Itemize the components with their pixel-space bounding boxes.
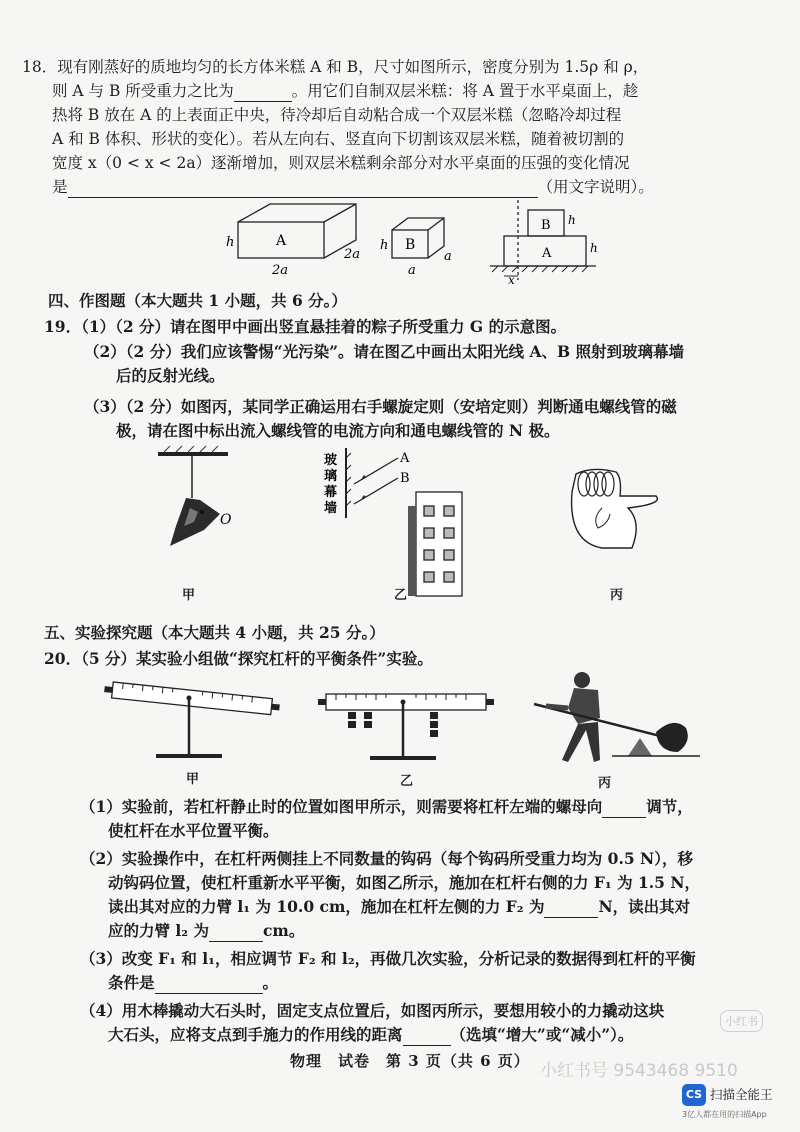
answer-blank-distance[interactable] xyxy=(403,1029,451,1046)
prying-rock-figure xyxy=(528,668,708,778)
camscanner-name: 扫描全能王 xyxy=(710,1087,773,1102)
q20-s4-line-2 xyxy=(108,1024,633,1046)
answer-blank-balance-condition[interactable] xyxy=(155,977,263,994)
q19-part-1: 19．（1）（2 分）请在图甲中画出竖直悬挂着的粽子所受重力 G 的示意图。 xyxy=(44,317,567,336)
block-a-label: A xyxy=(276,233,287,249)
block-b-h-label: h xyxy=(380,238,389,253)
q18-line-5: 宽度 x（0 < x < 2a）逐渐增加，则双层米糕剩余部分对水平桌面的压强的变化情况 xyxy=(52,154,630,172)
lever-yi-figure xyxy=(318,686,498,776)
q20-fig-bing-caption: 丙 xyxy=(598,776,612,791)
block-b-label: B xyxy=(405,237,416,253)
xiaohongshu-watermark: 小红书号 9543468 9510 xyxy=(540,1061,738,1081)
q20-s2-text-f: cm。 xyxy=(262,921,305,940)
fig-jia-caption: 甲 xyxy=(182,588,196,603)
block-a-side-label: 2a xyxy=(344,247,361,262)
q20-s2-line-3 xyxy=(108,896,690,918)
q19-part-3-line-1: （3）（2 分）如图丙，某同学正确运用右手螺旋定则（安培定则）判断通电螺线管的磁 xyxy=(84,397,677,416)
right-hook-weights xyxy=(430,712,438,737)
stack-b-label: B xyxy=(541,218,551,233)
q20-s2-text-d: N，读出其对 xyxy=(598,897,691,916)
q18-line-4: A 和 B 体积、形状的变化）。若从左向右、竖直向下切割该双层米糕，随着被切割的 xyxy=(52,130,625,148)
answer-blank-f2[interactable] xyxy=(544,901,598,918)
q20-s3-text-c: 。 xyxy=(262,973,279,992)
q20-title: 20．（5 分）某实验小组做“探究杠杆的平衡条件”实验。 xyxy=(44,649,433,668)
q20-s1-line-2: 使杠杆在水平位置平衡。 xyxy=(108,821,279,840)
xiaohongshu-watermark-tag: 小红书 xyxy=(720,1010,763,1032)
q20-s1-line-1 xyxy=(80,796,693,818)
q20-s2-text-c: 读出其对应的力臂 l₁ 为 10.0 cm，施加在杠杆左侧的力 F₂ 为 xyxy=(108,897,545,916)
block-b-side-label: a xyxy=(444,249,452,264)
fig-bing-caption: 丙 xyxy=(610,588,624,603)
q20-s1-text-a: （1）实验前，若杠杆静止时的位置如图甲所示，则需要将杠杆左端的螺母向 xyxy=(80,797,603,816)
x-label: x xyxy=(508,273,515,287)
q20-s2-text-e: 应的力臂 l₂ 为 xyxy=(108,921,209,940)
q20-fig-yi-caption: 乙 xyxy=(400,774,414,789)
lever-jia-figure xyxy=(104,680,284,770)
camscanner-badge xyxy=(682,1084,790,1122)
camscanner-tagline: 3亿人都在用的扫描App xyxy=(682,1110,767,1119)
q20-s4-line-1: （4）用木棒撬动大石头时，固定支点位置后，如图丙所示，要想用较小的力撬动这块 xyxy=(80,1001,665,1020)
q20-s3-line-1: （3）改变 F₁ 和 l₁，相应调节 F₂ 和 l₂，再做几次实验，分析记录的数据得到杠杆的平衡 xyxy=(80,949,696,968)
q19-part-2-line-2: 后的反射光线。 xyxy=(116,366,225,385)
q18-line-1: 18．现有刚蒸好的质地均匀的长方体米糕 A 和 B，尺寸如图所示，密度分别为 1.5ρ 和 ρ， xyxy=(22,58,649,76)
block-a-bottom-label: 2a xyxy=(272,263,289,278)
camscanner-logo-icon: CS xyxy=(682,1084,706,1106)
block-b-3d xyxy=(392,218,444,258)
answer-blank-weight-ratio[interactable] xyxy=(234,85,292,102)
q18-line-3: 热将 B 放在 A 的上表面正中央，待冷却后自动粘合成一个双层米糕（忽略冷却过程 xyxy=(52,106,622,124)
stack-a-label: A xyxy=(542,246,552,261)
q18-line-2-text-a: 则 A 与 B 所受重力之比为 xyxy=(52,82,234,100)
q19-part-2-line-1: （2）（2 分）我们应该警惕“光污染”。请在图乙中画出太阳光线 A、B 照射到玻璃幕墙 xyxy=(84,342,684,361)
section-5-heading xyxy=(44,622,385,644)
q20-s2-line-4 xyxy=(108,920,304,942)
page-footer: 物理 试卷 第 3 页（共 6 页） xyxy=(290,1052,530,1070)
q20-fig-jia-caption: 甲 xyxy=(186,772,200,787)
q18-figure xyxy=(0,196,800,286)
ray-b-label: B xyxy=(400,471,410,486)
q18-line-2-text-b: 。用它们自制双层米糕：将 A 置于水平桌面上，趁 xyxy=(291,82,639,100)
q18-line-2 xyxy=(52,80,638,102)
wall-label-char-3: 幕 xyxy=(324,485,338,500)
glass-wall-figure xyxy=(320,448,470,598)
section-4-heading xyxy=(48,290,347,312)
right-hand-solenoid-figure xyxy=(562,462,672,552)
wall-label-char-2: 璃 xyxy=(324,469,338,484)
q20-s4-text-c: （选填“增大”或“减小”）。 xyxy=(450,1025,634,1044)
q18-line-6-text-b: （用文字说明）。 xyxy=(537,178,654,196)
q20-s2-line-2: 动钩码位置，使杠杆重新水平平衡，如图乙所示，施加在杠杆右侧的力 F₁ 为 1.5 N， xyxy=(108,873,701,892)
stack-b-h-label: h xyxy=(568,213,576,227)
wall-label-char-1: 玻 xyxy=(324,453,338,468)
section-5-title: 五、实验探究题 xyxy=(44,623,153,642)
section-4-note: （本大题共 1 小题，共 6 分。） xyxy=(125,291,347,310)
q18-line-6-text-a: 是 xyxy=(52,178,68,196)
block-a-3d xyxy=(238,204,356,258)
q20-s3-line-2 xyxy=(108,972,278,994)
left-hook-weights xyxy=(348,712,372,728)
q19-part-3-line-2: 极，请在图中标出流入螺线管的电流方向和通电螺线管的 N 极。 xyxy=(116,421,560,440)
q20-s2-line-1: （2）实验操作中，在杠杆两侧挂上不同数量的钩码（每个钩码所受重力均为 0.5 N），移 xyxy=(80,849,693,868)
block-a-h-label: h xyxy=(226,235,235,250)
section-5-note: （本大题共 4 小题，共 25 分。） xyxy=(152,623,385,642)
stack-a-h-label: h xyxy=(590,241,598,255)
q18-line-6 xyxy=(52,176,654,198)
wall-label-char-4: 墙 xyxy=(324,501,338,516)
q20-s1-text-b: 调节， xyxy=(646,797,693,816)
q20-s3-text-b: 条件是 xyxy=(108,973,155,992)
ray-a-label: A xyxy=(400,451,410,466)
fig-yi-caption: 乙 xyxy=(394,588,408,603)
section-4-title: 四、作图题 xyxy=(48,291,126,310)
answer-blank-l2[interactable] xyxy=(209,925,263,942)
table-hatch xyxy=(492,266,588,272)
zongzi-figure xyxy=(150,452,270,562)
answer-blank-nut-direction[interactable] xyxy=(602,801,646,818)
center-o-label: O xyxy=(220,512,232,528)
block-b-bottom-label: a xyxy=(408,263,416,278)
q20-s4-text-b: 大石头，应将支点到手施力的作用线的距离 xyxy=(108,1025,403,1044)
